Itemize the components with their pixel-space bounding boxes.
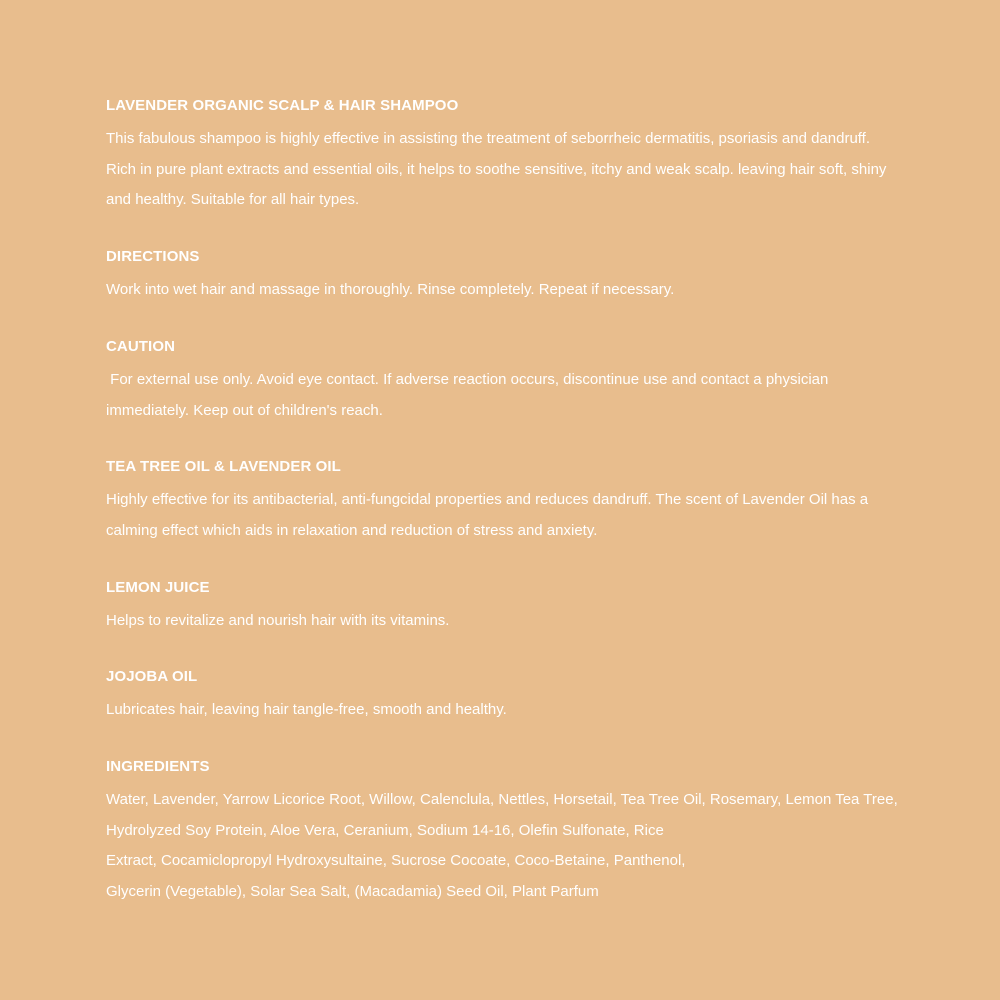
product-description <box>106 95 946 938</box>
section-text-line: Work into wet hair and massage in thoroughly. Rinse completely. Repeat if necessary. <box>106 281 675 299</box>
section-heading: LEMON JUICE <box>106 578 210 596</box>
section-heading: TEA TREE OIL & LAVENDER OIL <box>106 458 341 476</box>
section-tea-tree-lavender-oil <box>106 456 946 546</box>
section-text-line: Hydrolyzed Soy Protein, Aloe Vera, Ceranium, Sodium 14-16, Olefin Sulfonate, Rice <box>106 821 664 839</box>
section-caution <box>106 336 946 426</box>
section-heading: JOJOBA OIL <box>106 668 198 686</box>
section-heading: CAUTION <box>106 337 176 355</box>
section-text-line: For external use only. Avoid eye contact. If adverse reaction occurs, discontinue use and contact a physician <box>106 370 829 388</box>
section-lemon-juice <box>106 577 946 637</box>
section-ingredients <box>106 756 946 908</box>
section-heading: LAVENDER ORGANIC SCALP & HAIR SHAMPOO <box>106 97 459 114</box>
section-text-line: Glycerin (Vegetable), Solar Sea Salt, (Macadamia) Seed Oil, Plant Parfum <box>106 883 599 901</box>
section-heading: INGREDIENTS <box>106 758 210 776</box>
section-text-line: Extract, Cocamiclopropyl Hydroxysultaine, Sucrose Cocoate, Coco-Betaine, Panthenol, <box>106 852 686 870</box>
section-text-line: Lubricates hair, leaving hair tangle-free, smooth and healthy. <box>106 701 507 719</box>
section-product-intro <box>106 95 946 216</box>
section-text-line: Water, Lavender, Yarrow Licorice Root, Willow, Calenclula, Nettles, Horsetail, Tea Tree Oil, Rosemary, Lemon Tea Tree, <box>106 791 898 809</box>
section-text-line: Helps to revitalize and nourish hair with its vitamins. <box>106 611 450 629</box>
section-text-line: calming effect which aids in relaxation and reduction of stress and anxiety. <box>106 521 598 539</box>
section-jojoba-oil <box>106 666 946 726</box>
section-directions <box>106 246 946 306</box>
section-text-line: Highly effective for its antibacterial, anti-fungcidal properties and reduces dandruff. The scent of Lavender Oil has a <box>106 491 869 509</box>
section-text-line: immediately. Keep out of children's reach. <box>106 401 383 419</box>
section-heading: DIRECTIONS <box>106 248 200 266</box>
section-text-line: Rich in pure plant extracts and essential oils, it helps to soothe sensitive, itchy and weak scalp. leaving hair soft, shiny <box>106 160 887 178</box>
section-text-line: and healthy. Suitable for all hair types. <box>106 191 360 209</box>
section-text-line: This fabulous shampoo is highly effective in assisting the treatment of seborrheic dermatitis, psoriasis and dandruff. <box>106 130 871 147</box>
